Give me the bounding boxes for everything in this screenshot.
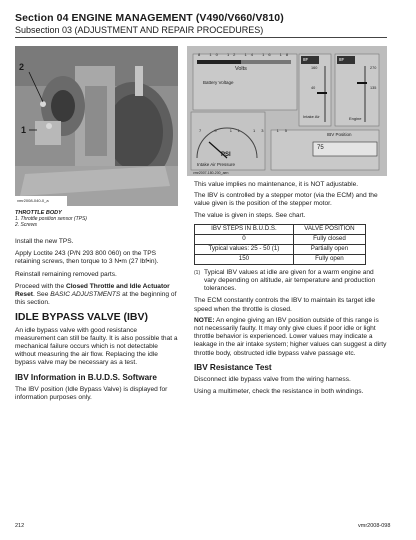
table-header: VALVE POSITION — [293, 224, 365, 234]
psi-label: PSI — [221, 152, 231, 158]
ibv-resistance-heading: IBV Resistance Test — [194, 362, 272, 372]
buds-screenshot — [187, 46, 387, 176]
intake-air-label: Intake Air — [303, 114, 320, 119]
proceed-mid: . See — [32, 291, 51, 299]
header-rule — [15, 37, 387, 38]
intake-pressure-label: Intake Air Pressure — [197, 162, 236, 167]
engine-mid: 135 — [370, 86, 377, 90]
proceed-ital: BASIC ADJUSTMENTS — [50, 291, 121, 299]
throttle-body-photo — [15, 46, 178, 206]
buds-gauges — [187, 46, 387, 176]
callout-1: 1 — [21, 125, 27, 135]
note-label: NOTE: — [194, 316, 215, 324]
note-text: An engine giving an IBV position outside of this range is not necessarily faulty. It may only give clues if poor idle or light throttle behavior is experienced. Lower values may indicate a leakage in the air intake system; higher values can suggest a dirty throttle body, obstructed idle bypass valve passage etc. — [194, 316, 387, 357]
scale-14: 14 — [244, 52, 257, 57]
subsection-title: Subsection 03 (ADJUSTMENT AND REPAIR PROCEDURES) — [15, 25, 264, 35]
ibv-steps-table — [194, 224, 366, 265]
battery-voltage-label: Battery Voltage — [203, 80, 234, 85]
table-header: IBV STEPS IN B.U.D.S. — [195, 224, 294, 234]
table-cell: 0 — [195, 234, 294, 244]
ibv-info-heading: IBV Information in B.U.D.S. Software — [15, 372, 157, 382]
gauge-15: 15 — [276, 128, 294, 133]
table-cell: Fully open — [293, 254, 365, 264]
gauge-13: 13 — [253, 128, 270, 133]
page-number: 212 — [15, 523, 25, 529]
table-footnote — [194, 269, 387, 294]
intake-air-unit: 8F — [303, 57, 309, 62]
callout-2: 2 — [19, 62, 25, 72]
no-maintenance-text: This value implies no maintenance, it is NOT adjustable. — [194, 181, 359, 188]
table-cell: Partially open — [293, 244, 365, 254]
reinstall-text: Reinstall remaining removed parts. — [15, 270, 117, 278]
proceed-post: at the beginning of this section. — [15, 291, 177, 307]
table-cell: 150 — [195, 254, 294, 264]
gauge-7: 7 — [199, 128, 208, 133]
volts-label: Volts — [235, 66, 247, 72]
section-title: Section 04 ENGINE MANAGEMENT (V490/V660/V810) — [15, 12, 284, 24]
table-header-row — [195, 224, 366, 234]
scale-10: 10 — [209, 52, 222, 57]
proceed-pre: Proceed with the — [15, 282, 66, 290]
proceed-bold: Closed Throttle and Idle Actuator Reset — [15, 282, 170, 299]
multimeter-text: Using a multimeter, check the resistance in both windings. — [194, 388, 364, 396]
ibv-position-label: IBV Position — [327, 132, 352, 137]
table-row — [195, 254, 366, 264]
ibv-position-value: 75 — [317, 145, 324, 151]
scale-12: 12 — [226, 52, 240, 57]
scale-18: 18 — [279, 52, 293, 57]
gauge-9: 9 — [214, 128, 223, 133]
volts-scale — [198, 52, 292, 57]
right-column — [194, 181, 387, 396]
photo-caption-item-2: 2. Screws — [15, 222, 37, 228]
intake-air-max: 160 — [311, 66, 318, 70]
note-paragraph — [194, 317, 387, 358]
left-column — [15, 238, 178, 402]
photo-caption-item-1: 1. Throttle position sensor (TPS) — [15, 216, 87, 222]
table-cell: Typical values: 25 - 50 (1) — [195, 244, 294, 254]
document-code: vmr2008-098 — [358, 523, 391, 529]
stepper-motor-text: The IBV is controlled by a stepper motor (via the ECM) and the value given is the position of the stepper motor. — [194, 192, 378, 208]
idle-bypass-heading: IDLE BYPASS VALVE (IBV) — [15, 311, 149, 324]
ibv-info-text: The IBV position (Idle Bypass Valve) is displayed for information purposes only. — [15, 385, 168, 402]
idle-bypass-text: An idle bypass valve with good resistance measurement can still be faulty. It is also possible that a mechanical failure occurs which is not detectable without measuring the air flow. Replacing the idle bypass valve may be necessary as a test. — [15, 326, 178, 367]
value-steps-text: The value is given in steps. See chart. — [194, 211, 306, 219]
throttle-body-illustration — [15, 46, 178, 206]
proceed-text — [15, 283, 178, 308]
intake-air-mid: 40 — [311, 86, 316, 90]
footnote-text: Typical IBV values at idle are given for a warm engine and vary depending on altitude, air temperature and production tolerances. — [204, 268, 376, 293]
photo-stamp: vmr2008-040-0_a — [17, 198, 49, 203]
disconnect-text: Disconnect idle bypass valve from the wiring harness. — [194, 376, 351, 384]
footnote-marker: (1) — [194, 269, 201, 276]
photo-caption-title: THROTTLE BODY — [15, 210, 62, 216]
engine-unit: 8F — [339, 57, 345, 62]
scale-8: 8 — [198, 52, 205, 57]
table-cell: Fully closed — [293, 234, 365, 244]
install-tps-text: Install the new TPS. — [15, 238, 74, 245]
table-row — [195, 234, 366, 244]
table-row — [195, 244, 366, 254]
engine-label: Engine — [349, 116, 362, 121]
engine-max: 270 — [370, 66, 377, 70]
ecm-control-text: The ECM constantly controls the IBV to maintain its target idle speed when the throttle is closed. — [194, 297, 376, 313]
gauge-11: 11 — [229, 128, 246, 133]
loctite-text: Apply Loctite 243 (P/N 293 800 060) on the TPS retaining screws, then torque to 3 N•m (27 lbf•in). — [15, 250, 159, 266]
pressure-scale — [199, 128, 293, 133]
panel-stamp: vmr2007-180-200_aen — [193, 171, 229, 175]
scale-16: 16 — [262, 52, 275, 57]
